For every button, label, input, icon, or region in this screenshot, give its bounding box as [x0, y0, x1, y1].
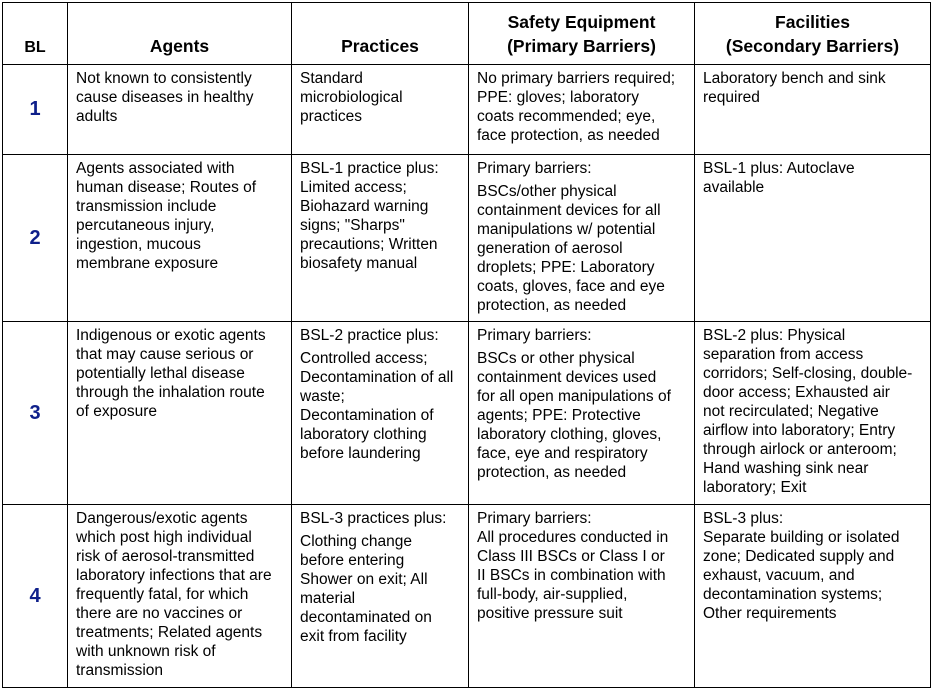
facilities-cell: BSL-1 plus: Autoclave available — [695, 155, 931, 322]
table-row-bl2 — [3, 155, 931, 322]
practices-cell: Standard microbiological practices — [292, 65, 469, 155]
agents-cell: Agents associated with human disease; Routes of transmission include percutaneous injury, ingestion, mucous membrane exposure — [68, 155, 292, 322]
practices-cell: BSL-1 practice plus: Limited access; Biohazard warning signs; "Sharps" precautions; Written biosafety manual — [292, 155, 469, 322]
header-bl: BL — [3, 3, 68, 65]
header-facilities: Facilities (Secondary Barriers) — [695, 3, 931, 65]
table-row-bl3 — [3, 322, 931, 505]
agents-cell: Indigenous or exotic agents that may cause serious or potentially lethal disease through the inhalation route of exposure — [68, 322, 292, 505]
safety-equipment-cell: Primary barriers: All procedures conducted in Class III BSCs or Class I or II BSCs in combination with full-body, air-supplied, positive pressure suit — [469, 505, 695, 688]
safety-equipment-cell: Primary barriers: BSCs or other physical containment devices used for all open manipulations of agents; PPE: Protective laboratory clothing, gloves, face, eye and respiratory protection, as needed — [469, 322, 695, 505]
biosafety-level-cell: 2 — [3, 155, 68, 322]
practices-cell: BSL-2 practice plus: Controlled access; Decontamination of all waste; Decontamination of laboratory clothing before laundering — [292, 322, 469, 505]
practices-cell: BSL-3 practices plus: Clothing change before entering Shower on exit; All material decontaminated on exit from facility — [292, 505, 469, 688]
header-agents: Agents — [68, 3, 292, 65]
agents-cell: Dangerous/exotic agents which post high individual risk of aerosol-transmitted laboratory infections that are frequently fatal, for which there are no vaccines or treatments; Related agents with unknown risk of transmission — [68, 505, 292, 688]
facilities-cell: Laboratory bench and sink required — [695, 65, 931, 155]
agents-cell: Not known to consistently cause diseases in healthy adults — [68, 65, 292, 155]
safety-equipment-cell: Primary barriers: BSCs/other physical containment devices for all manipulations w/ potential generation of aerosol droplets; PPE: Laboratory coats, gloves, face and eye protection, as needed — [469, 155, 695, 322]
header-practices: Practices — [292, 3, 469, 65]
header-row — [3, 3, 931, 65]
header-safety-equipment: Safety Equipment (Primary Barriers) — [469, 3, 695, 65]
table-row-bl4 — [3, 505, 931, 688]
biosafety-level-cell: 3 — [3, 322, 68, 505]
facilities-cell: BSL-3 plus: Separate building or isolated zone; Dedicated supply and exhaust, vacuum, and decontamination systems; Other requirements — [695, 505, 931, 688]
biosafety-level-cell: 1 — [3, 65, 68, 155]
table-row-bl1 — [3, 65, 931, 155]
biosafety-level-table — [2, 2, 931, 688]
facilities-cell: BSL-2 plus: Physical separation from access corridors; Self-closing, double- door access; Exhausted air not recirculated; Negative airflow into laboratory; Entry through airlock or anteroom; Hand washing sink near laboratory; Exit — [695, 322, 931, 505]
safety-equipment-cell: No primary barriers required; PPE: gloves; laboratory coats recommended; eye, face protection, as needed — [469, 65, 695, 155]
biosafety-level-cell: 4 — [3, 505, 68, 688]
